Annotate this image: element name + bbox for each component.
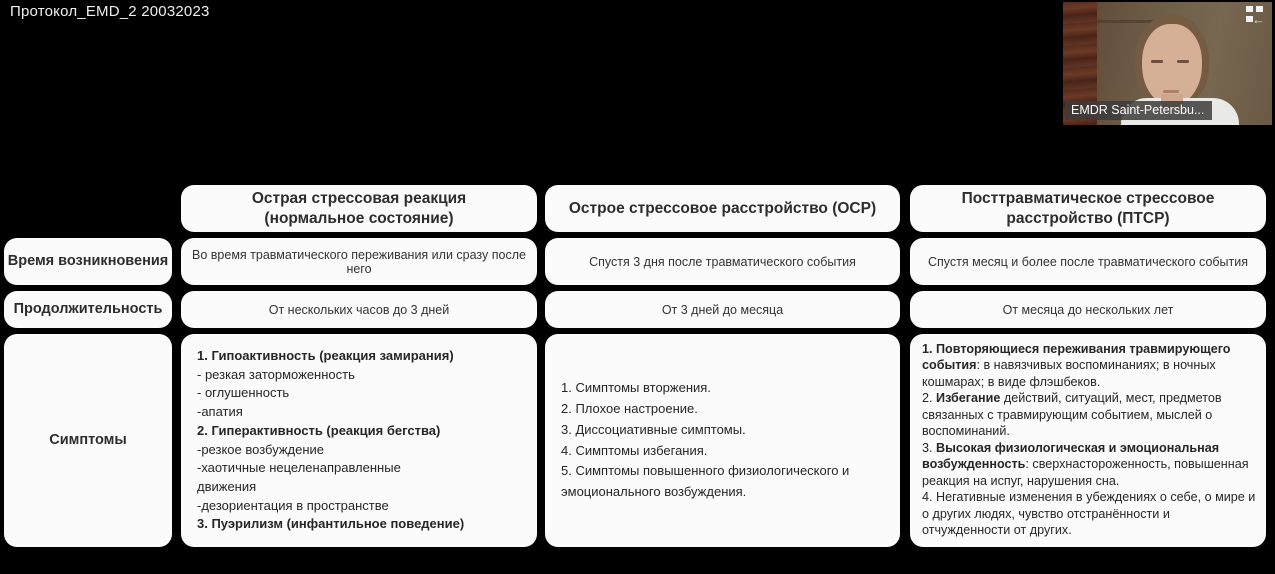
- column-header-acute-stress-reaction: [181, 185, 537, 232]
- cell-text: От нескольких часов до 3 дней: [268, 302, 450, 317]
- participant-eye-left: [1151, 60, 1163, 63]
- participant-name-label: EMDR Saint-Petersbu...: [1065, 101, 1212, 120]
- cell-text: Спустя месяц и более после травматического события: [927, 254, 1249, 269]
- back-arrow-icon: ←: [1252, 12, 1265, 27]
- row-label-text: Продолжительность: [13, 301, 163, 318]
- row-label-symptoms: [4, 334, 172, 547]
- cell-symptoms-acute-reaction: 1. Гипоактивность (реакция замирания) - резкая заторможенность - оглушенность -апатия 2. Гиперактивность (реакция бегства) -резкое возбуждение -хаотичные нецеленаправленные движения -дезориентация в пространстве 3. Пуэрилизм (инфантильное поведение): [181, 334, 537, 547]
- cell-time-ptsd: [910, 238, 1266, 285]
- column-header-text: Посттравматическое стрессовое расстройство (ПТСР): [961, 190, 1215, 227]
- row-label-text: Симптомы: [49, 432, 127, 449]
- cell-text: От месяца до нескольких лет: [1002, 302, 1174, 317]
- cell-time-acute-reaction: [181, 238, 537, 285]
- window-title: Протокол_EMD_2 20032023: [10, 3, 210, 20]
- cell-symptoms-acute-disorder: 1. Симптомы вторжения. 2. Плохое настроение. 3. Диссоциативные симптомы. 4. Симптомы избегания. 5. Симптомы повышенного физиологического и эмоционального возбуждения.: [545, 334, 900, 547]
- cell-symptoms-ptsd: 1. Повторяющиеся переживания травмирующего события: в навязчивых воспоминаниях; в ночных кошмарах; в виде флэшбеков. 2. Избегание действий, ситуаций, мест, предметов связанных с травмирующим событием, мыслей о воспоминаний. 3. Высокая физиологическая и эмоциональная возбужденность: сверхнастороженность, повышенная реакция на испуг, нарушения сна. 4. Негативные изменения в убеждениях о себе, о мире и о других людях, чувство отстранённости и отчужденности от других.: [910, 334, 1266, 547]
- cell-duration-acute-reaction: [181, 291, 537, 328]
- cell-time-acute-disorder: [545, 238, 900, 285]
- cell-text: Спустя 3 дня после травматического события: [589, 254, 856, 269]
- row-label-duration: [4, 291, 172, 328]
- column-header-text: Острое стрессовое расстройство (ОСР): [568, 199, 877, 217]
- column-header-text: Острая стрессовая реакция (нормальное состояние): [251, 190, 467, 227]
- cell-duration-acute-disorder: [545, 291, 900, 328]
- video-layout-icon[interactable]: [1246, 6, 1265, 27]
- row-label-text: Время возникновения: [7, 253, 169, 270]
- webcam-video[interactable]: [1063, 2, 1272, 125]
- cell-duration-ptsd: [910, 291, 1266, 328]
- participant-eye-right: [1177, 60, 1189, 63]
- cell-text: От 3 дней до месяца: [661, 302, 784, 317]
- column-header-ptsd: [910, 185, 1266, 232]
- participant-mouth: [1163, 90, 1179, 93]
- column-header-acute-stress-disorder: [545, 185, 900, 232]
- cell-text: Во время травматического переживания или сразу после него: [192, 247, 526, 276]
- row-label-time-of-onset: [4, 238, 172, 285]
